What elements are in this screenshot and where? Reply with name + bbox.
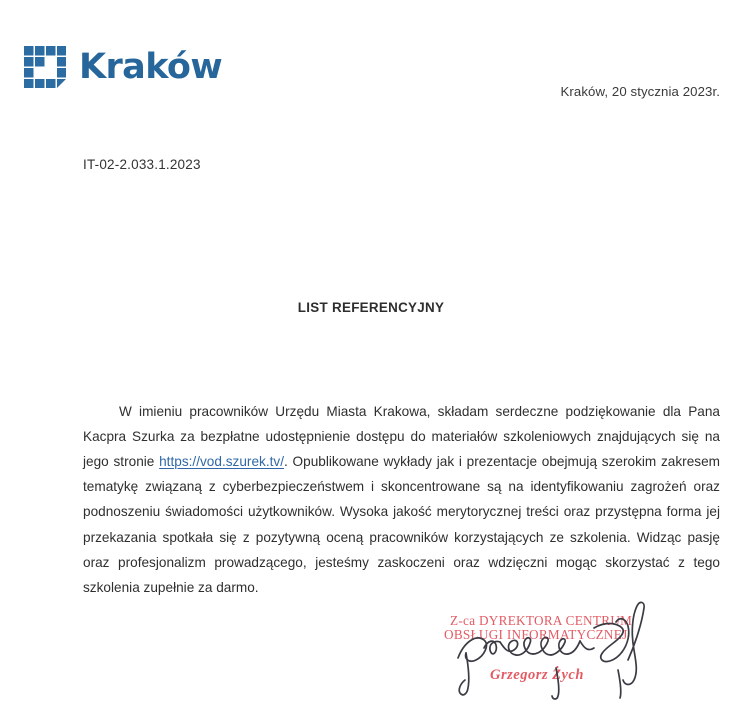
krakow-grid-logo-icon (24, 46, 66, 88)
letter-body (83, 399, 720, 601)
vod-szurek-link[interactable]: https://vod.szurek.tv/ (159, 454, 284, 469)
logo-wordmark: Kraków (79, 46, 223, 87)
reference-number: IT-02-2.033.1.2023 (83, 157, 201, 172)
body-text-part-two: . Opublikowane wykłady jak i prezentacje obejmują szerokim zakresem tematykę związaną z cyberbezpieczeństwem i skoncentrowane są na identyfikowaniu zagrożeń oraz podnoszeniu świadomości użytkowników. Wysoka jakość merytorycznej treści oraz przystępna forma jej przekazania spotkała się z pozytywną oceną pracowników korzystających ze szkolenia. Widząc pasję oraz profesjonalizm prowadzącego, jesteśmy zaskoczeni oraz wdzięczni mogąc skorzystać z tego szkolenia zupełnie za darmo. (83, 454, 720, 596)
place-and-date: Kraków, 20 stycznia 2023r. (560, 84, 720, 99)
document-title: LIST REFERENCYJNY (297, 300, 445, 315)
body-text-part-one: W imieniu pracowników Urzędu Miasta Krakowa, składam serdeczne podziękowanie dla Pana Kacpra Szurka za bezpłatne udostępnienie dostępu do materiałów szkoleniowych znajdujących się na jego stronie (83, 403, 720, 469)
stamp-title-line-1: Z-ca DYREKTORA CENTRUM (450, 613, 633, 628)
signature-block (440, 600, 670, 705)
document-header (24, 46, 720, 108)
krakow-logo (24, 46, 222, 88)
stamp-signatory-name: Grzegorz Żych (490, 667, 584, 683)
stamp-title-line-2: OBSŁUGI INFORMATYCZNEJ (444, 627, 628, 642)
